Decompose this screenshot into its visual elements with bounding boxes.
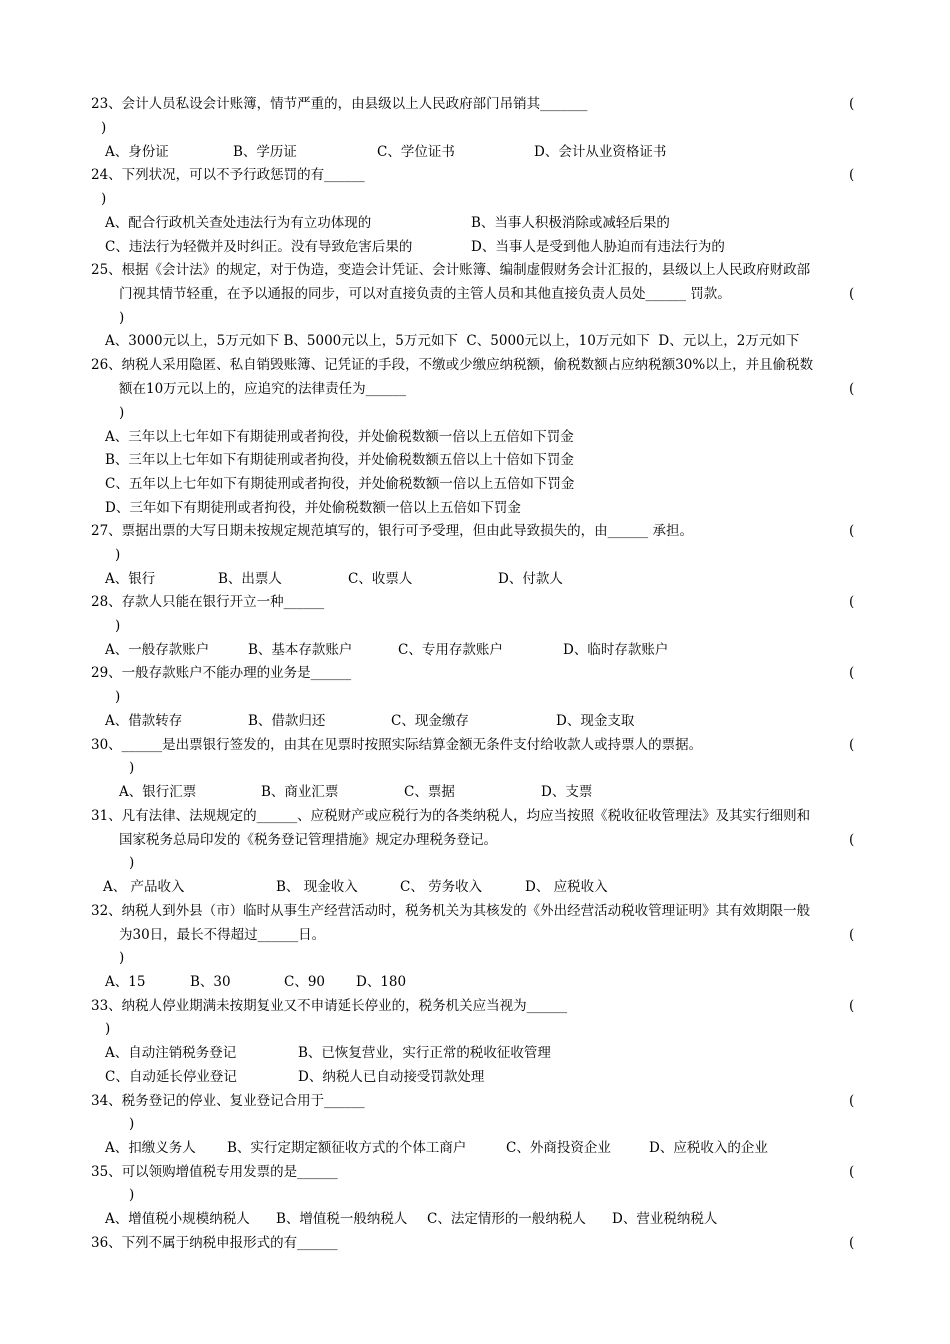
option-d: D、营业税纳税人 xyxy=(612,1211,718,1227)
question-33-text: 33、纳税人停业期满未按期复业又不申请延长停业的，税务机关应当视为______ xyxy=(91,998,568,1014)
option-d: D、180 xyxy=(356,974,407,990)
answer-paren-close: ) xyxy=(119,310,125,326)
answer-paren-open: ( xyxy=(849,594,855,610)
answer-paren-close: ) xyxy=(115,689,121,705)
option-c: C、 劳务收入 xyxy=(400,879,483,895)
answer-paren-open: ( xyxy=(849,286,855,302)
answer-paren-close: ) xyxy=(129,760,135,776)
answer-paren-open: ( xyxy=(849,523,855,539)
answer-paren-close: ) xyxy=(115,618,121,634)
question-36-text: 36、下列不属于纳税申报形式的有______ xyxy=(91,1235,338,1251)
question-25-text: 25、根据《会计法》的规定，对于伪造，变造会计凭证、会计账簿、编制虚假财务会计汇报的，县级以上人民政府财政部 xyxy=(91,262,811,278)
option-a: A、配合行政机关查处违法行为有立功体现的 xyxy=(105,215,372,231)
option-b: B、基本存款账户 xyxy=(248,642,353,658)
answer-paren-open: ( xyxy=(849,1164,855,1180)
option-a: A、银行 xyxy=(105,571,156,587)
option-d: D、纳税人已自动接受罚款处理 xyxy=(298,1069,485,1085)
option-a: A、身份证 xyxy=(105,144,169,160)
question-30-text: 30、______是出票银行签发的，由其在见票时按照实际结算金额无条件支付给收款人或持票人的票据。 xyxy=(91,737,703,753)
option-c: C、90 xyxy=(284,974,326,990)
answer-paren-close: ) xyxy=(119,405,125,421)
option-c: C、收票人 xyxy=(348,571,413,587)
option-a: A、15 xyxy=(105,974,146,990)
option-d: D、会计从业资格证书 xyxy=(534,144,667,160)
answer-paren-open: ( xyxy=(849,998,855,1014)
option-a: A、自动注销税务登记 xyxy=(105,1045,237,1061)
answer-paren-close: ) xyxy=(129,855,135,871)
question-35-text: 35、可以领购增值税专用发票的是______ xyxy=(91,1164,338,1180)
answer-paren-close: ) xyxy=(129,1116,135,1132)
answer-paren-open: ( xyxy=(849,1093,855,1109)
answer-paren-open: ( xyxy=(849,381,855,397)
answer-paren-open: ( xyxy=(849,927,855,943)
answer-paren-close: ) xyxy=(101,191,107,207)
answer-paren-open: ( xyxy=(849,1235,855,1251)
option-b: B、实行定期定额征收方式的个体工商户 xyxy=(227,1140,467,1156)
option-b: B、借款归还 xyxy=(248,713,326,729)
answer-paren-close: ) xyxy=(129,1187,135,1203)
option-c: C、专用存款账户 xyxy=(398,642,503,658)
option-a: A、借款转存 xyxy=(105,713,183,729)
option-c: C、违法行为轻微并及时纠正。没有导致危害后果的 xyxy=(105,239,413,255)
option-d: D、当事人是受到他人胁迫而有违法行为的 xyxy=(471,239,725,255)
answer-paren-open: ( xyxy=(849,167,855,183)
option-c: C、法定情形的一般纳税人 xyxy=(427,1211,586,1227)
answer-paren-open: ( xyxy=(849,832,855,848)
option-d: D、临时存款账户 xyxy=(563,642,669,658)
option-c: C、学位证书 xyxy=(377,144,455,160)
option-b: B、增值税一般纳税人 xyxy=(276,1211,408,1227)
option-c: C、外商投资企业 xyxy=(506,1140,611,1156)
option-d: D、三年如下有期徒刑或者拘役，并处偷税数额一倍以上五倍如下罚金 xyxy=(105,500,521,516)
question-34-text: 34、税务登记的停业、复业登记合用于______ xyxy=(91,1093,365,1109)
answer-paren-open: ( xyxy=(849,737,855,753)
option-d: D、付款人 xyxy=(498,571,563,587)
option-d: D、应税收入的企业 xyxy=(649,1140,768,1156)
question-27-text: 27、票据出票的大写日期未按规定规范填写的，银行可予受理，但由此导致损失的，由______ 承担。 xyxy=(91,523,693,539)
option-b: B、30 xyxy=(190,974,231,990)
option-b: B、 现金收入 xyxy=(276,879,358,895)
option-all: A、3000元以上，5万元如下 B、5000元以上，5万元如下 C、5000元以上，10万元如下 D、元以上，2万元如下 xyxy=(105,333,800,349)
question-26-text-cont: 额在10万元以上的，应追究的法律责任为______ xyxy=(119,381,407,397)
question-24-text: 24、下列状况，可以不予行政惩罚的有______ xyxy=(91,167,365,183)
answer-paren-close: ) xyxy=(105,1021,111,1037)
option-d: D、支票 xyxy=(541,784,593,800)
answer-paren-open: ( xyxy=(849,96,855,112)
answer-paren-open: ( xyxy=(849,665,855,681)
option-a: A、 产品收入 xyxy=(103,879,185,895)
option-c: C、票据 xyxy=(404,784,455,800)
answer-paren-close: ) xyxy=(101,120,107,136)
option-a: A、增值税小规模纳税人 xyxy=(105,1211,250,1227)
option-a: A、扣缴义务人 xyxy=(105,1140,196,1156)
option-a: A、一般存款账户 xyxy=(105,642,210,658)
question-31-text: 31、凡有法律、法规规定的______、应税财产或应税行为的各类纳税人，均应当按照《税收征收管理法》及其实行细则和 xyxy=(91,808,811,824)
question-28-text: 28、存款人只能在银行开立一种______ xyxy=(91,594,325,610)
question-25-text-cont: 门视其情节轻重，在予以通报的同步，可以对直接负责的主管人员和其他直接负责人员处______ 罚款。 xyxy=(119,286,731,302)
option-c: C、现金缴存 xyxy=(391,713,469,729)
option-c: C、五年以上七年如下有期徒刑或者拘役，并处偷税数额一倍以上五倍如下罚金 xyxy=(105,476,575,492)
answer-paren-close: ) xyxy=(119,950,125,966)
question-32-text-cont: 为30日，最长不得超过______日。 xyxy=(119,927,326,943)
option-b: B、学历证 xyxy=(233,144,297,160)
question-31-text-cont: 国家税务总局印发的《税务登记管理措施》规定办理税务登记。 xyxy=(119,832,497,848)
option-a: A、银行汇票 xyxy=(119,784,197,800)
option-a: A、三年以上七年如下有期徒刑或者拘役，并处偷税数额一倍以上五倍如下罚金 xyxy=(105,429,574,445)
option-b: B、三年以上七年如下有期徒刑或者拘役，并处偷税数额五倍以上十倍如下罚金 xyxy=(105,452,574,468)
answer-paren-close: ) xyxy=(115,547,121,563)
option-d: D、现金支取 xyxy=(556,713,635,729)
option-d: D、 应税收入 xyxy=(525,879,608,895)
question-32-text: 32、纳税人到外县（市）临时从事生产经营活动时，税务机关为其核发的《外出经营活动税收管理证明》其有效期限一般 xyxy=(91,903,811,919)
question-26-text: 26、纳税人采用隐匿、私自销毁账簿、记凭证的手段，不缴或少缴应纳税额，偷税数额占应纳税额30%以上，并且偷税数 xyxy=(91,357,814,373)
option-b: B、出票人 xyxy=(218,571,282,587)
option-b: B、商业汇票 xyxy=(261,784,339,800)
question-23-text: 23、会计人员私设会计账簿，情节严重的，由县级以上人民政府部门吊销其_______ xyxy=(91,96,588,112)
option-b: B、当事人积极消除或减轻后果的 xyxy=(471,215,670,231)
question-29-text: 29、一般存款账户不能办理的业务是______ xyxy=(91,665,352,681)
option-b: B、已恢复营业，实行正常的税收征收管理 xyxy=(298,1045,551,1061)
option-c: C、自动延长停业登记 xyxy=(105,1069,237,1085)
